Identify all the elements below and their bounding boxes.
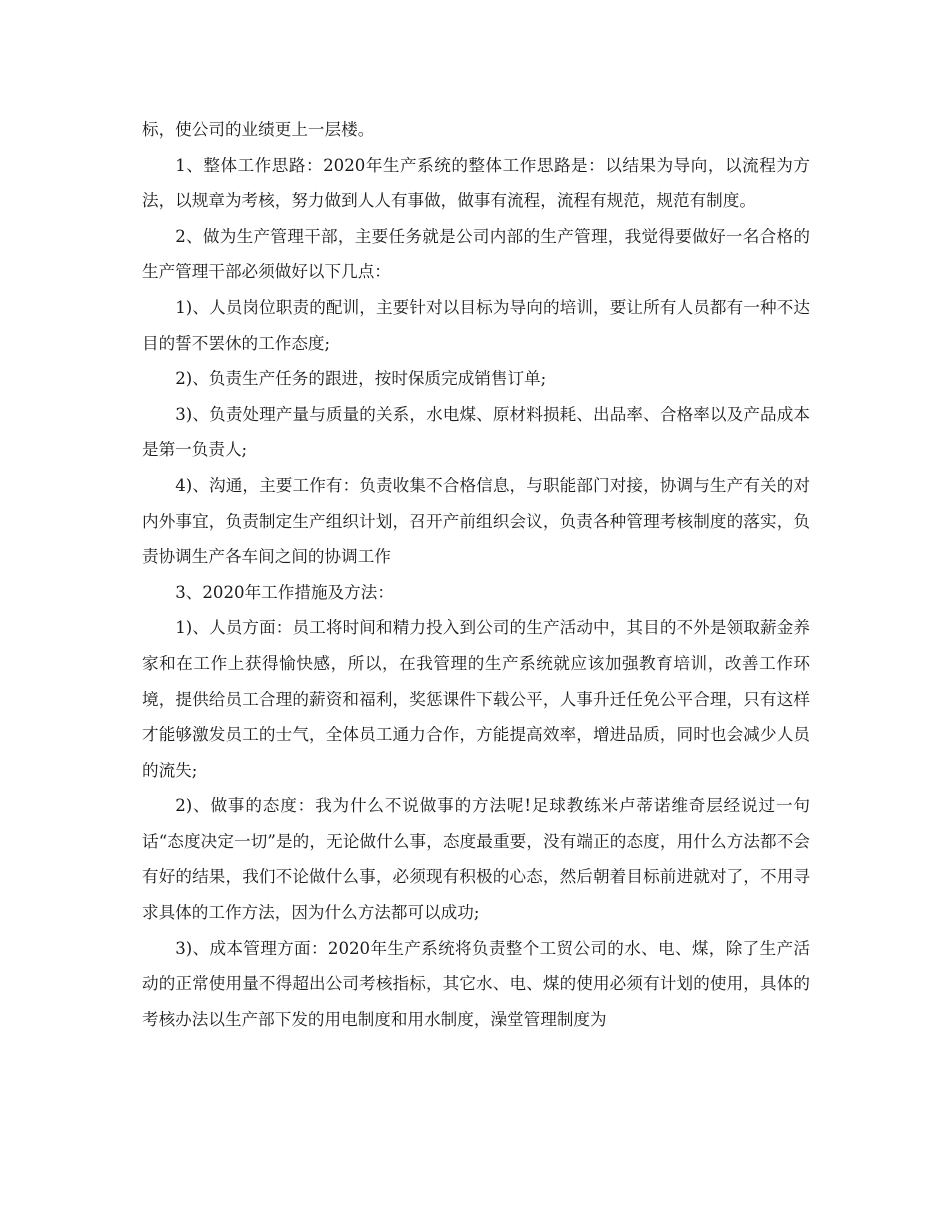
document-body <box>142 112 810 1037</box>
paragraph-management-role: 2、做为生产管理干部，主要任务就是公司内部的生产管理，我觉得要做好一名合格的生产管理干部必须做好以下几点： <box>142 226 810 282</box>
list-item-communication: 4)、沟通，主要工作有：负责收集不合格信息，与职能部门对接，协调与生产有关的对内外事宜，负责制定生产组织计划，召开产前组织会议，负责各种管理考核制度的落实，负责协调生产各车间之间的协调工作 <box>142 475 810 567</box>
list-item-quality-output: 3)、负责处理产量与质量的关系，水电煤、原材料损耗、出品率、合格率以及产品成本是第一负责人; <box>142 404 810 460</box>
list-item-personnel: 1)、人员方面：员工将时间和精力投入到公司的生产活动中，其目的不外是领取薪金养家和在工作上获得愉快感，所以，在我管理的生产系统就应该加强教育培训，改善工作环境，提供给员工合理的薪资和福利，奖惩课件下载公平，人事升迁任免公平合理，只有这样才能够激发员工的士气，全体员工通力合作，方能提高效率，增进品质，同时也会减少人员的流失; <box>142 618 810 780</box>
paragraph-continuation: 标，使公司的业绩更上一层楼。 <box>142 120 375 139</box>
paragraph-overall-approach: 1、整体工作思路：2020年生产系统的整体工作思路是：以结果为导向，以流程为方法，以规章为考核，努力做到人人有事做，做事有流程，流程有规范，规范有制度。 <box>142 155 810 211</box>
list-item-cost-management: 3)、成本管理方面：2020年生产系统将负责整个工贸公司的水、电、煤，除了生产活动的正常使用量不得超出公司考核指标，其它水、电、煤的使用必须有计划的使用，具体的考核办法以生产部下发的用电制度和用水制度，澡堂管理制度为 <box>142 938 810 1029</box>
list-item-attitude: 2)、做事的态度：我为什么不说做事的方法呢!足球教练米卢蒂诺维奇层经说过一句话“态度决定一切”是的，无论做什么事，态度最重要，没有端正的态度，用什么方法都不会有好的结果，我们不论做什么事，必须现有积极的心态，然后朝着目标前进就对了，不用寻求具体的工作方法，因为什么方法都可以成功; <box>142 796 810 923</box>
list-item-production-tasks: 2)、负责生产任务的跟进，按时保质完成销售订单; <box>175 369 547 389</box>
list-item-training: 1)、人员岗位职责的配训，主要针对以目标为导向的培训，要让所有人员都有一种不达目的誓不罢休的工作态度; <box>142 297 810 353</box>
paragraph-measures-heading: 3、2020年工作措施及方法： <box>175 582 394 602</box>
